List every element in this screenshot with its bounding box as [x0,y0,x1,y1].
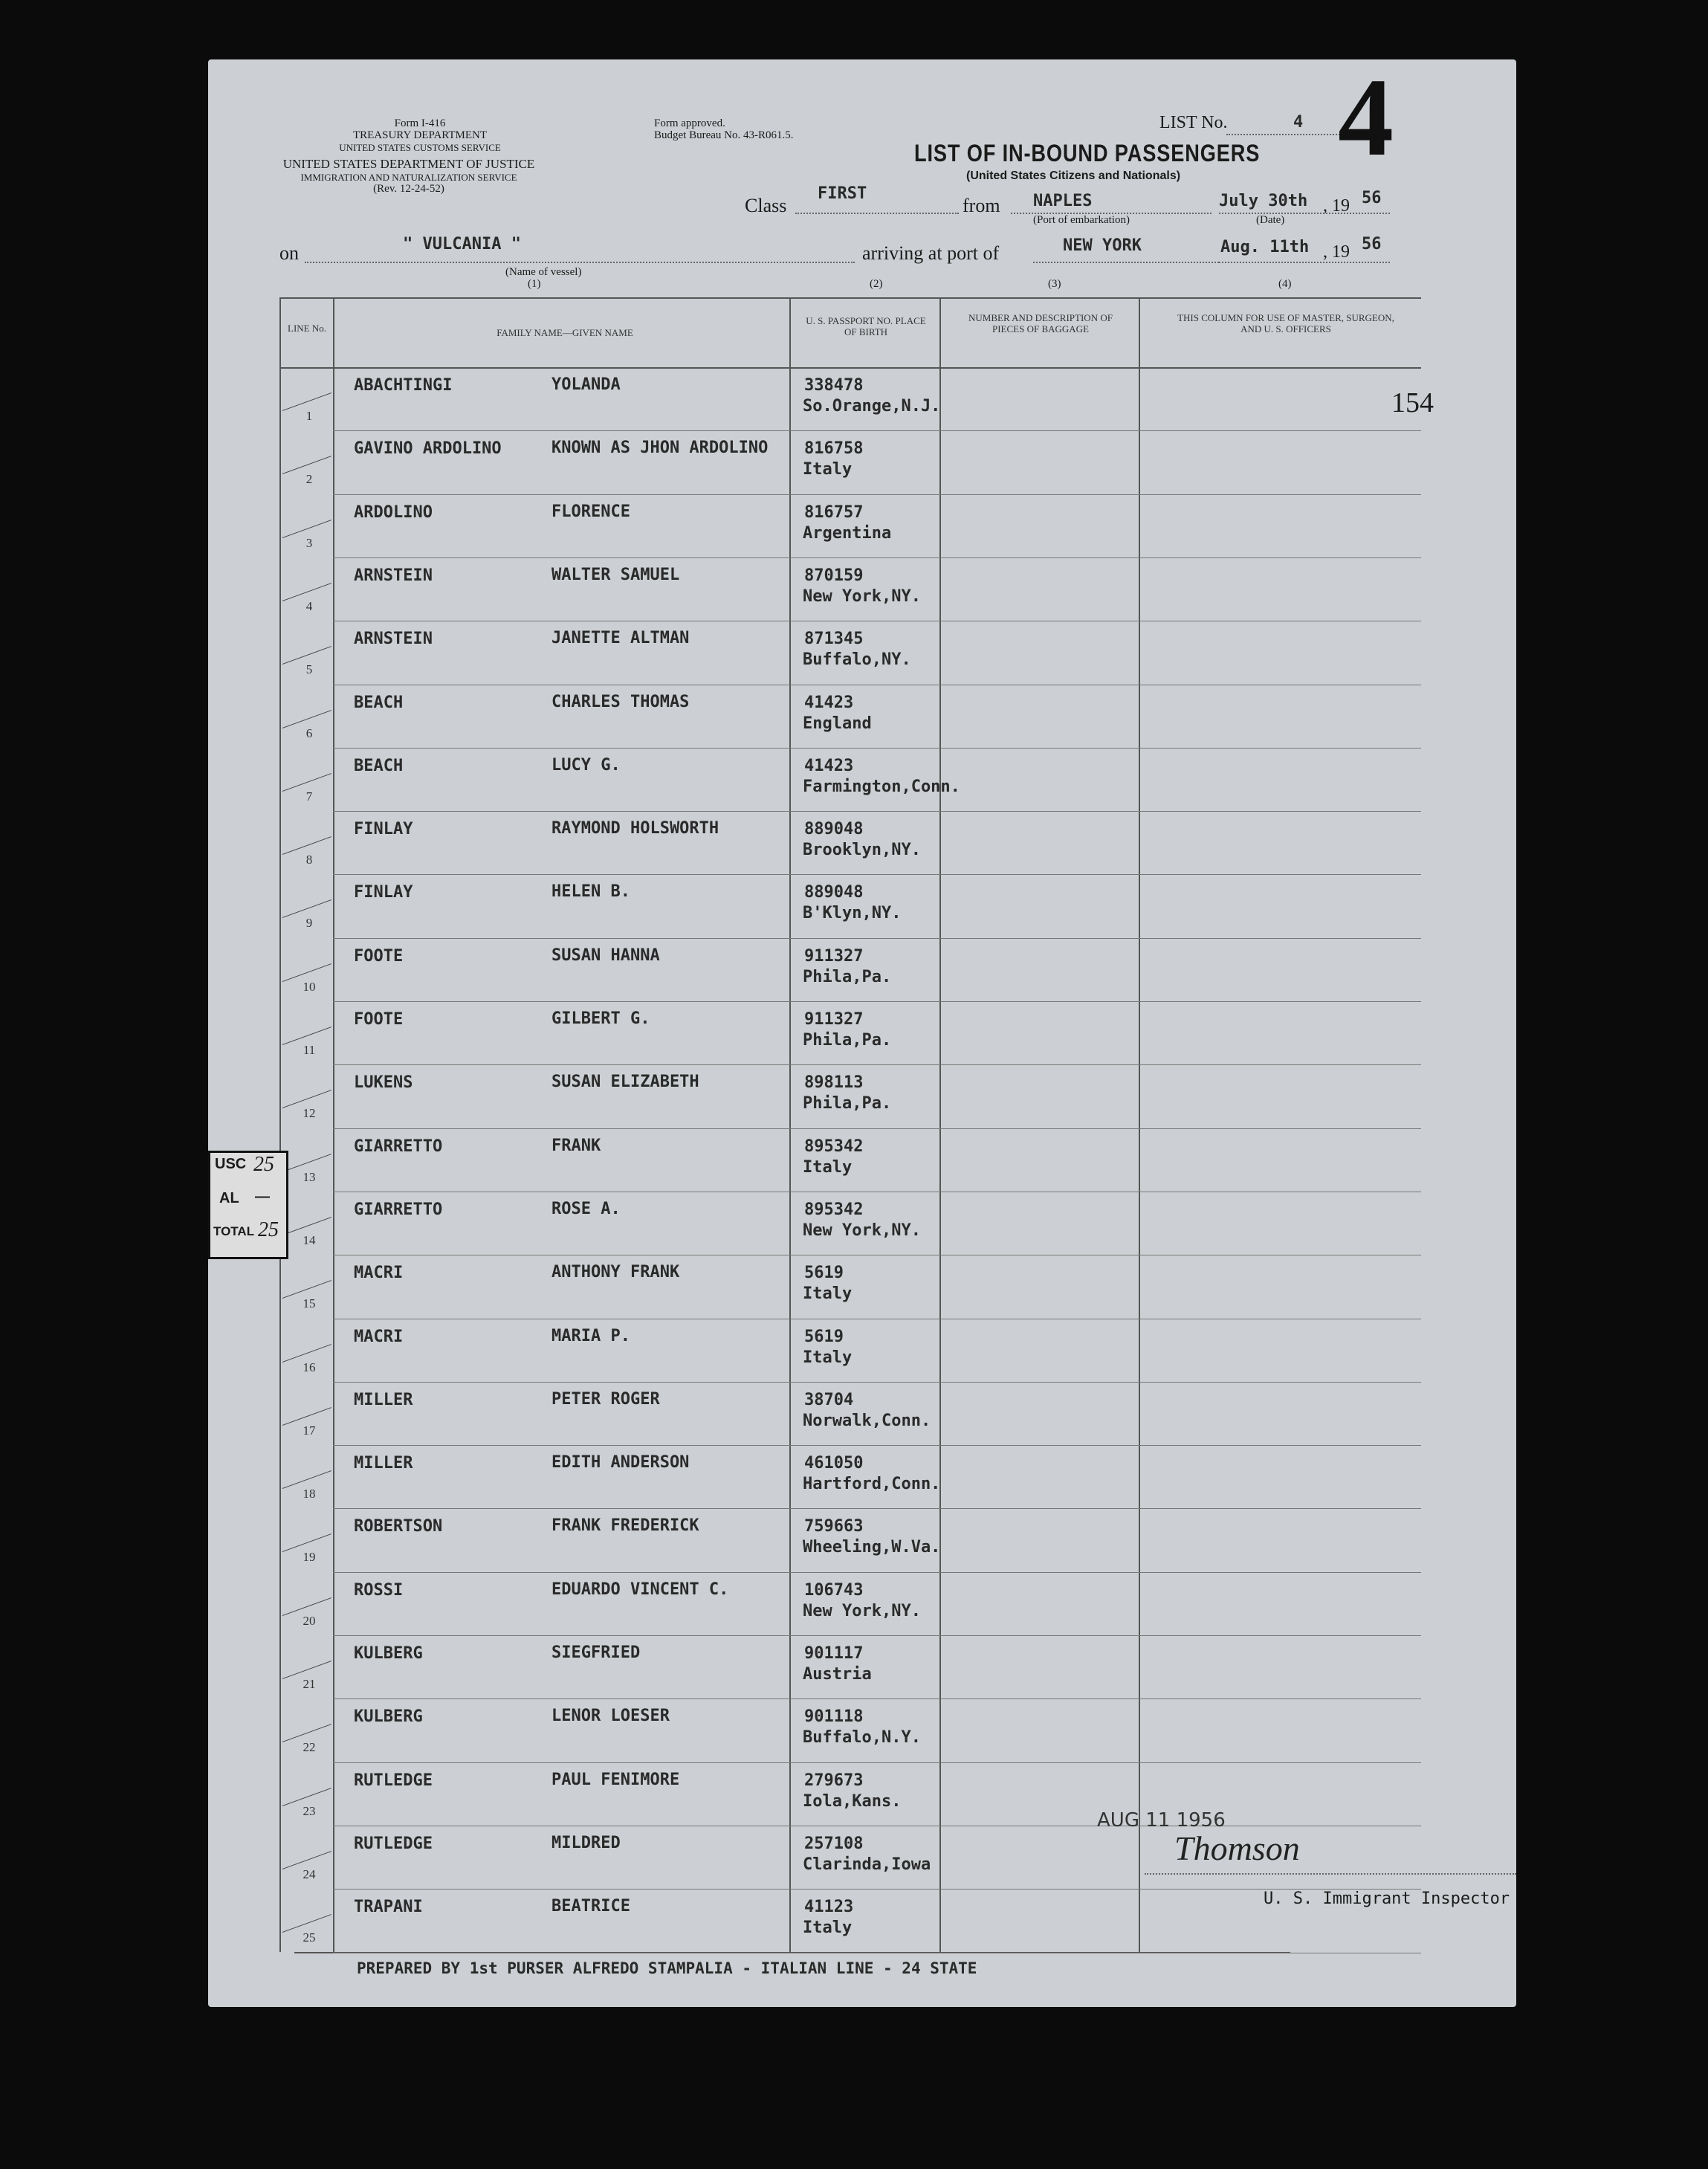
passport-number: 5619 [804,1327,844,1346]
passport-number: 870159 [804,566,864,585]
given-name: KNOWN AS JHON ARDOLINO [551,439,769,458]
given-name: MILDRED [551,1833,621,1852]
row-divider [333,1382,1421,1383]
year2: 56 [1362,235,1382,253]
place-of-birth: Italy [803,1919,853,1938]
date-caption: (Date) [1256,214,1285,226]
col-header-officers: THIS COLUMN FOR USE OF MASTER, SURGEON, AND U. S. OFFICERS [1177,312,1394,334]
line-number: 23 [303,1803,316,1818]
col-header-name: FAMILY NAME—GIVEN NAME [496,327,633,338]
passport-number: 759663 [804,1517,864,1536]
given-name: SUSAN ELIZABETH [551,1073,699,1092]
row-divider [333,1889,1421,1890]
line-number: 14 [303,1232,316,1247]
passport-number: 901117 [804,1644,864,1663]
row-divider [333,1445,1421,1446]
port-embark-caption: (Port of embarkation) [1033,214,1130,226]
line-number: 3 [305,535,313,550]
row-divider [333,1001,1421,1002]
embark-date: July 30th [1219,192,1308,210]
line-number: 19 [303,1550,316,1565]
given-name: FRANK FREDERICK [551,1516,699,1536]
row-divider [333,430,1421,431]
passport-number: 889048 [804,883,864,902]
passport-number: 911327 [804,946,864,966]
passport-number: 106743 [804,1580,864,1600]
row-divider [333,1762,1421,1763]
place-of-birth: Phila,Pa. [803,1031,892,1050]
given-name: JANETTE ALTMAN [551,629,690,648]
given-name: BEATRICE [551,1897,630,1916]
family-name: FINLAY [354,820,413,839]
given-name: PETER ROGER [551,1389,660,1409]
place-of-birth: New York,NY. [803,586,921,606]
line-number: 15 [303,1296,316,1311]
row-divider [333,748,1421,749]
given-name: EDITH ANDERSON [551,1453,690,1473]
line-number: 1 [305,409,313,423]
given-name: MARIA P. [551,1326,630,1345]
usc-value: 25 [253,1153,274,1176]
passport-number: 279673 [804,1771,864,1790]
form-approved: Form approved. [654,117,725,129]
list-no-label: LIST No. [1159,113,1228,132]
line-number: 6 [305,725,313,740]
place-of-birth: Phila,Pa. [803,967,892,986]
row-divider [333,1064,1421,1065]
al-label: AL [219,1190,239,1206]
place-of-birth: Italy [803,1348,853,1367]
family-name: FOOTE [354,946,404,966]
line-number: 12 [303,1106,316,1121]
family-name: ARDOLINO [354,502,433,522]
tally-stamp [208,1151,288,1259]
line-number: 22 [303,1740,316,1755]
line-number: 18 [303,1487,316,1502]
line-number: 5 [305,662,313,677]
document-subtitle: (United States Citizens and Nationals) [966,169,1181,182]
passport-number: 816757 [804,502,864,522]
passport-number: 895342 [804,1137,864,1156]
from-label: from [963,195,1000,216]
col-header-baggage: NUMBER AND DESCRIPTION OF PIECES OF BAGGAGE [968,312,1113,334]
family-name: GAVINO ARDOLINO [354,439,502,459]
total-value: 25 [258,1218,279,1241]
arrival-date: Aug. 11th [1220,238,1310,256]
given-name: ROSE A. [551,1199,621,1218]
row-divider [333,1128,1421,1129]
passport-number: 338478 [804,376,864,395]
family-name: KULBERG [354,1644,423,1663]
given-name: ANTHONY FRANK [551,1263,680,1282]
passport-number: 41423 [804,693,854,712]
place-of-birth: Clarinda,Iowa [803,1855,931,1874]
col-header-line: LINE No. [288,323,326,334]
inspector-title: U. S. Immigrant Inspector [1264,1890,1510,1908]
passport-number: 889048 [804,820,864,839]
col-caption-1: (1) [528,278,541,290]
row-divider [333,1572,1421,1573]
justice-dept: UNITED STATES DEPARTMENT OF JUSTICE [282,157,535,171]
place-of-birth: Wheeling,W.Va. [803,1538,941,1557]
class-value: FIRST [818,184,867,203]
class-label: Class [745,195,787,216]
family-name: ABACHTINGI [354,376,453,395]
given-name: FLORENCE [551,502,630,521]
prepared-by-footer: PREPARED BY 1st PURSER ALFREDO STAMPALIA - ITALIAN LINE - 24 STATE [357,1959,977,1977]
list-no-value: 4 [1293,113,1304,132]
line-number: 8 [305,853,313,867]
col-caption-3: (3) [1048,278,1061,290]
form-number: Form I-416 [394,117,446,129]
family-name: MILLER [354,1454,413,1473]
family-name: FOOTE [354,1010,404,1029]
year1-prefix: , 19 [1323,196,1350,216]
family-name: ROBERTSON [354,1517,443,1536]
given-name: FRANK [551,1136,601,1155]
family-name: ARNSTEIN [354,566,433,585]
passport-number: 895342 [804,1200,864,1219]
family-name: MILLER [354,1390,413,1409]
place-of-birth: Norwalk,Conn. [803,1411,931,1430]
passport-number: 911327 [804,1010,864,1029]
place-of-birth: Hartford,Conn. [803,1475,941,1494]
given-name: LUCY G. [551,755,621,775]
line-number: 20 [303,1613,316,1628]
family-name: BEACH [354,693,404,712]
family-name: FINLAY [354,883,413,902]
usc-label: USC [215,1156,247,1172]
row-divider [333,1698,1421,1699]
place-of-birth: Austria [803,1665,872,1684]
family-name: MACRI [354,1327,404,1346]
budget-bureau: Budget Bureau No. 43-R061.5. [654,129,794,141]
line-number: 7 [305,789,313,804]
family-name: ARNSTEIN [354,630,433,649]
line-number: 24 [303,1866,316,1881]
given-name: EDUARDO VINCENT C. [551,1580,729,1599]
on-label: on [279,242,299,264]
total-label: TOTAL [213,1224,255,1238]
family-name: MACRI [354,1264,404,1283]
place-of-birth: Brooklyn,NY. [803,841,921,860]
given-name: GILBERT G. [551,1009,650,1028]
family-name: KULBERG [354,1707,423,1727]
given-name: CHARLES THOMAS [551,692,690,711]
line-number: 21 [303,1677,316,1691]
embark-port: NAPLES [1033,192,1093,210]
given-name: RAYMOND HOLSWORTH [551,819,719,838]
passport-number: 257108 [804,1834,864,1853]
year1: 56 [1362,189,1382,207]
vessel-caption: (Name of vessel) [505,266,582,278]
given-name: YOLANDA [551,375,621,394]
place-of-birth: England [803,714,872,733]
place-of-birth: Argentina [803,523,892,543]
family-name: GIARRETTO [354,1200,443,1219]
line-number: 2 [305,472,313,487]
inspector-signature: Thomson [1174,1829,1300,1867]
given-name: PAUL FENIMORE [551,1770,680,1789]
family-name: ROSSI [354,1580,404,1600]
row-divider [333,1635,1421,1636]
place-of-birth: Buffalo,N.Y. [803,1728,921,1748]
place-of-birth: Phila,Pa. [803,1094,892,1113]
family-name: RUTLEDGE [354,1834,433,1853]
line-number: 10 [303,979,316,994]
row-divider [333,938,1421,939]
handwritten-count: 154 [1391,387,1434,418]
place-of-birth: B'Klyn,NY. [803,904,902,923]
col-caption-4: (4) [1278,278,1292,290]
family-name: TRAPANI [354,1898,423,1917]
place-of-birth: New York,NY. [803,1601,921,1620]
line-number: 25 [303,1930,316,1945]
treasury-dept: TREASURY DEPARTMENT [352,129,488,141]
place-of-birth: Iola,Kans. [803,1791,902,1811]
row-divider [333,811,1421,812]
place-of-birth: Italy [803,1157,853,1177]
col-header-passport: U. S. PASSPORT NO. PLACE OF BIRTH [806,315,926,337]
place-of-birth: So.Orange,N.J. [803,397,941,416]
line-number: 16 [303,1360,316,1374]
big-list-number: 4 [1338,56,1394,179]
family-name: RUTLEDGE [354,1771,433,1790]
ins-service: IMMIGRATION AND NATURALIZATION SERVICE [300,172,517,183]
place-of-birth: Buffalo,NY. [803,650,911,670]
given-name: HELEN B. [551,882,630,902]
passport-number: 41423 [804,756,854,775]
arriving-label: arriving at port of [862,242,1000,264]
row-divider [333,494,1421,495]
passport-number: 816758 [804,439,864,459]
place-of-birth: Farmington,Conn. [803,777,960,796]
revision-date: (Rev. 12-24-52) [373,183,444,195]
passport-number: 901118 [804,1707,864,1727]
given-name: SIEGFRIED [551,1643,641,1662]
passport-number: 41123 [804,1898,854,1917]
place-of-birth: Italy [803,460,853,479]
line-number: 11 [303,1043,316,1057]
given-name: SUSAN HANNA [551,945,660,965]
date-stamp: AUG 11 1956 [1097,1809,1226,1832]
arrival-port: NEW YORK [1063,236,1142,255]
passport-number: 38704 [804,1390,854,1409]
family-name: GIARRETTO [354,1137,443,1156]
passport-number: 898113 [804,1073,864,1093]
col-caption-2: (2) [870,278,883,290]
document-title: LIST OF IN-BOUND PASSENGERS [914,140,1261,167]
given-name: LENOR LOESER [551,1707,670,1726]
row-divider [333,874,1421,875]
line-number: 13 [303,1169,316,1184]
place-of-birth: Italy [803,1284,853,1304]
line-number: 17 [303,1423,316,1438]
al-value: — [255,1189,270,1205]
line-number: 4 [305,598,313,613]
row-divider [333,557,1421,558]
customs-service: UNITED STATES CUSTOMS SERVICE [339,142,501,153]
vessel-name: " VULCANIA " [403,235,521,253]
family-name: BEACH [354,756,404,775]
place-of-birth: New York,NY. [803,1221,921,1240]
passenger-list-page [208,56,1516,2007]
passport-number: 5619 [804,1264,844,1283]
given-name: WALTER SAMUEL [551,565,680,584]
line-number: 9 [305,916,313,931]
year2-prefix: , 19 [1323,242,1350,262]
passport-number: 461050 [804,1454,864,1473]
passport-number: 871345 [804,630,864,649]
row-divider [333,1508,1421,1509]
family-name: LUKENS [354,1073,413,1093]
